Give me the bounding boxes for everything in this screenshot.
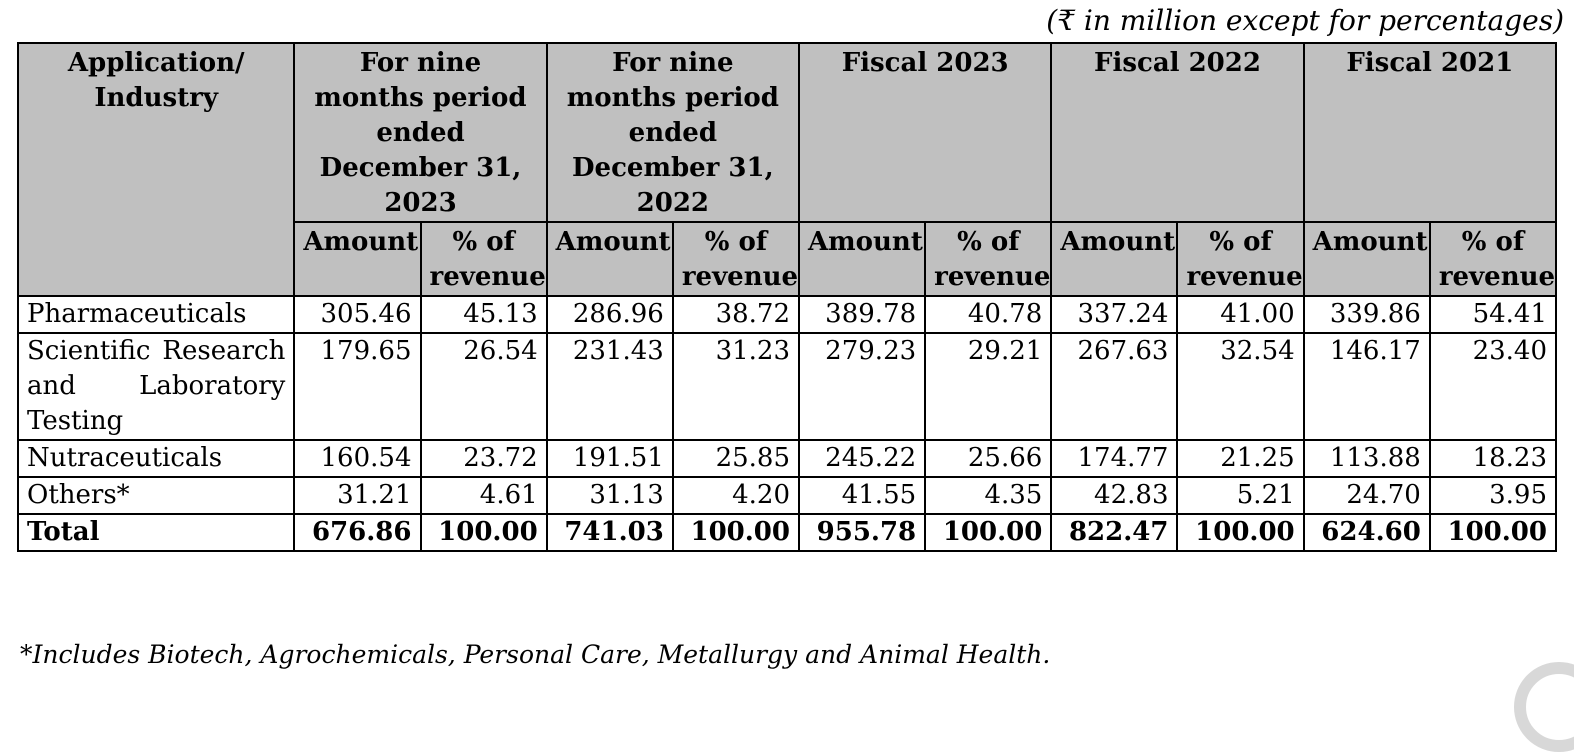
percent-cell: 40.78: [925, 296, 1051, 333]
column-header-period: Fiscal 2023: [799, 43, 1051, 222]
table-row: [18, 477, 1556, 514]
subheader-percent: % of revenue: [673, 222, 799, 296]
percent-cell: 45.13: [421, 296, 547, 333]
percent-cell: 25.85: [673, 440, 799, 477]
total-amount-cell: 741.03: [547, 514, 673, 551]
amount-cell: 279.23: [799, 333, 925, 440]
percent-cell: 26.54: [421, 333, 547, 440]
amount-cell: 113.88: [1304, 440, 1430, 477]
amount-cell: 305.46: [294, 296, 420, 333]
subheader-amount: Amount: [799, 222, 925, 296]
subheader-amount: Amount: [1304, 222, 1430, 296]
total-percent-cell: 100.00: [421, 514, 547, 551]
amount-cell: 42.83: [1051, 477, 1177, 514]
footnote: *Includes Biotech, Agrochemicals, Personal Care, Metallurgy and Animal Health.: [20, 640, 1051, 669]
percent-cell: 4.35: [925, 477, 1051, 514]
column-header-period: For nine months period ended December 31, 2023: [294, 43, 546, 222]
percent-cell: 41.00: [1177, 296, 1303, 333]
table-row: [18, 296, 1556, 333]
column-header-industry: Application/ Industry: [18, 43, 294, 296]
percent-cell: 4.20: [673, 477, 799, 514]
percent-cell: 18.23: [1430, 440, 1556, 477]
unit-note: (₹ in million except for percentages): [1046, 4, 1564, 37]
amount-cell: 31.21: [294, 477, 420, 514]
subheader-percent: % of revenue: [1430, 222, 1556, 296]
amount-cell: 245.22: [799, 440, 925, 477]
subheader-percent: % of revenue: [925, 222, 1051, 296]
column-header-period: Fiscal 2021: [1304, 43, 1556, 222]
circle-icon[interactable]: [1514, 662, 1574, 752]
total-percent-cell: 100.00: [673, 514, 799, 551]
amount-cell: 179.65: [294, 333, 420, 440]
amount-cell: 337.24: [1051, 296, 1177, 333]
column-header-period: Fiscal 2022: [1051, 43, 1303, 222]
amount-cell: 146.17: [1304, 333, 1430, 440]
amount-cell: 389.78: [799, 296, 925, 333]
amount-cell: 191.51: [547, 440, 673, 477]
total-percent-cell: 100.00: [1430, 514, 1556, 551]
amount-cell: 286.96: [547, 296, 673, 333]
subheader-percent: % of revenue: [421, 222, 547, 296]
percent-cell: 3.95: [1430, 477, 1556, 514]
row-label: Scientific Research and Laboratory Testing: [18, 333, 294, 440]
amount-cell: 41.55: [799, 477, 925, 514]
subheader-amount: Amount: [547, 222, 673, 296]
total-amount-cell: 676.86: [294, 514, 420, 551]
row-label: Pharmaceuticals: [18, 296, 294, 333]
amount-cell: 174.77: [1051, 440, 1177, 477]
total-label: Total: [18, 514, 294, 551]
total-row: [18, 514, 1556, 551]
row-label: Nutraceuticals: [18, 440, 294, 477]
amount-cell: 339.86: [1304, 296, 1430, 333]
amount-cell: 231.43: [547, 333, 673, 440]
percent-cell: 38.72: [673, 296, 799, 333]
percent-cell: 31.23: [673, 333, 799, 440]
subheader-percent: % of revenue: [1177, 222, 1303, 296]
percent-cell: 54.41: [1430, 296, 1556, 333]
amount-cell: 267.63: [1051, 333, 1177, 440]
table-row: [18, 440, 1556, 477]
revenue-by-industry-table: [17, 42, 1557, 552]
percent-cell: 23.72: [421, 440, 547, 477]
subheader-amount: Amount: [294, 222, 420, 296]
subheader-amount: Amount: [1051, 222, 1177, 296]
amount-cell: 24.70: [1304, 477, 1430, 514]
total-amount-cell: 624.60: [1304, 514, 1430, 551]
total-amount-cell: 955.78: [799, 514, 925, 551]
table-row: [18, 333, 1556, 440]
total-percent-cell: 100.00: [1177, 514, 1303, 551]
total-amount-cell: 822.47: [1051, 514, 1177, 551]
percent-cell: 23.40: [1430, 333, 1556, 440]
percent-cell: 29.21: [925, 333, 1051, 440]
row-label: Others*: [18, 477, 294, 514]
column-header-period: For nine months period ended December 31, 2022: [547, 43, 799, 222]
percent-cell: 25.66: [925, 440, 1051, 477]
percent-cell: 21.25: [1177, 440, 1303, 477]
percent-cell: 4.61: [421, 477, 547, 514]
amount-cell: 31.13: [547, 477, 673, 514]
header-row-periods: [18, 43, 1556, 222]
percent-cell: 32.54: [1177, 333, 1303, 440]
total-percent-cell: 100.00: [925, 514, 1051, 551]
amount-cell: 160.54: [294, 440, 420, 477]
percent-cell: 5.21: [1177, 477, 1303, 514]
